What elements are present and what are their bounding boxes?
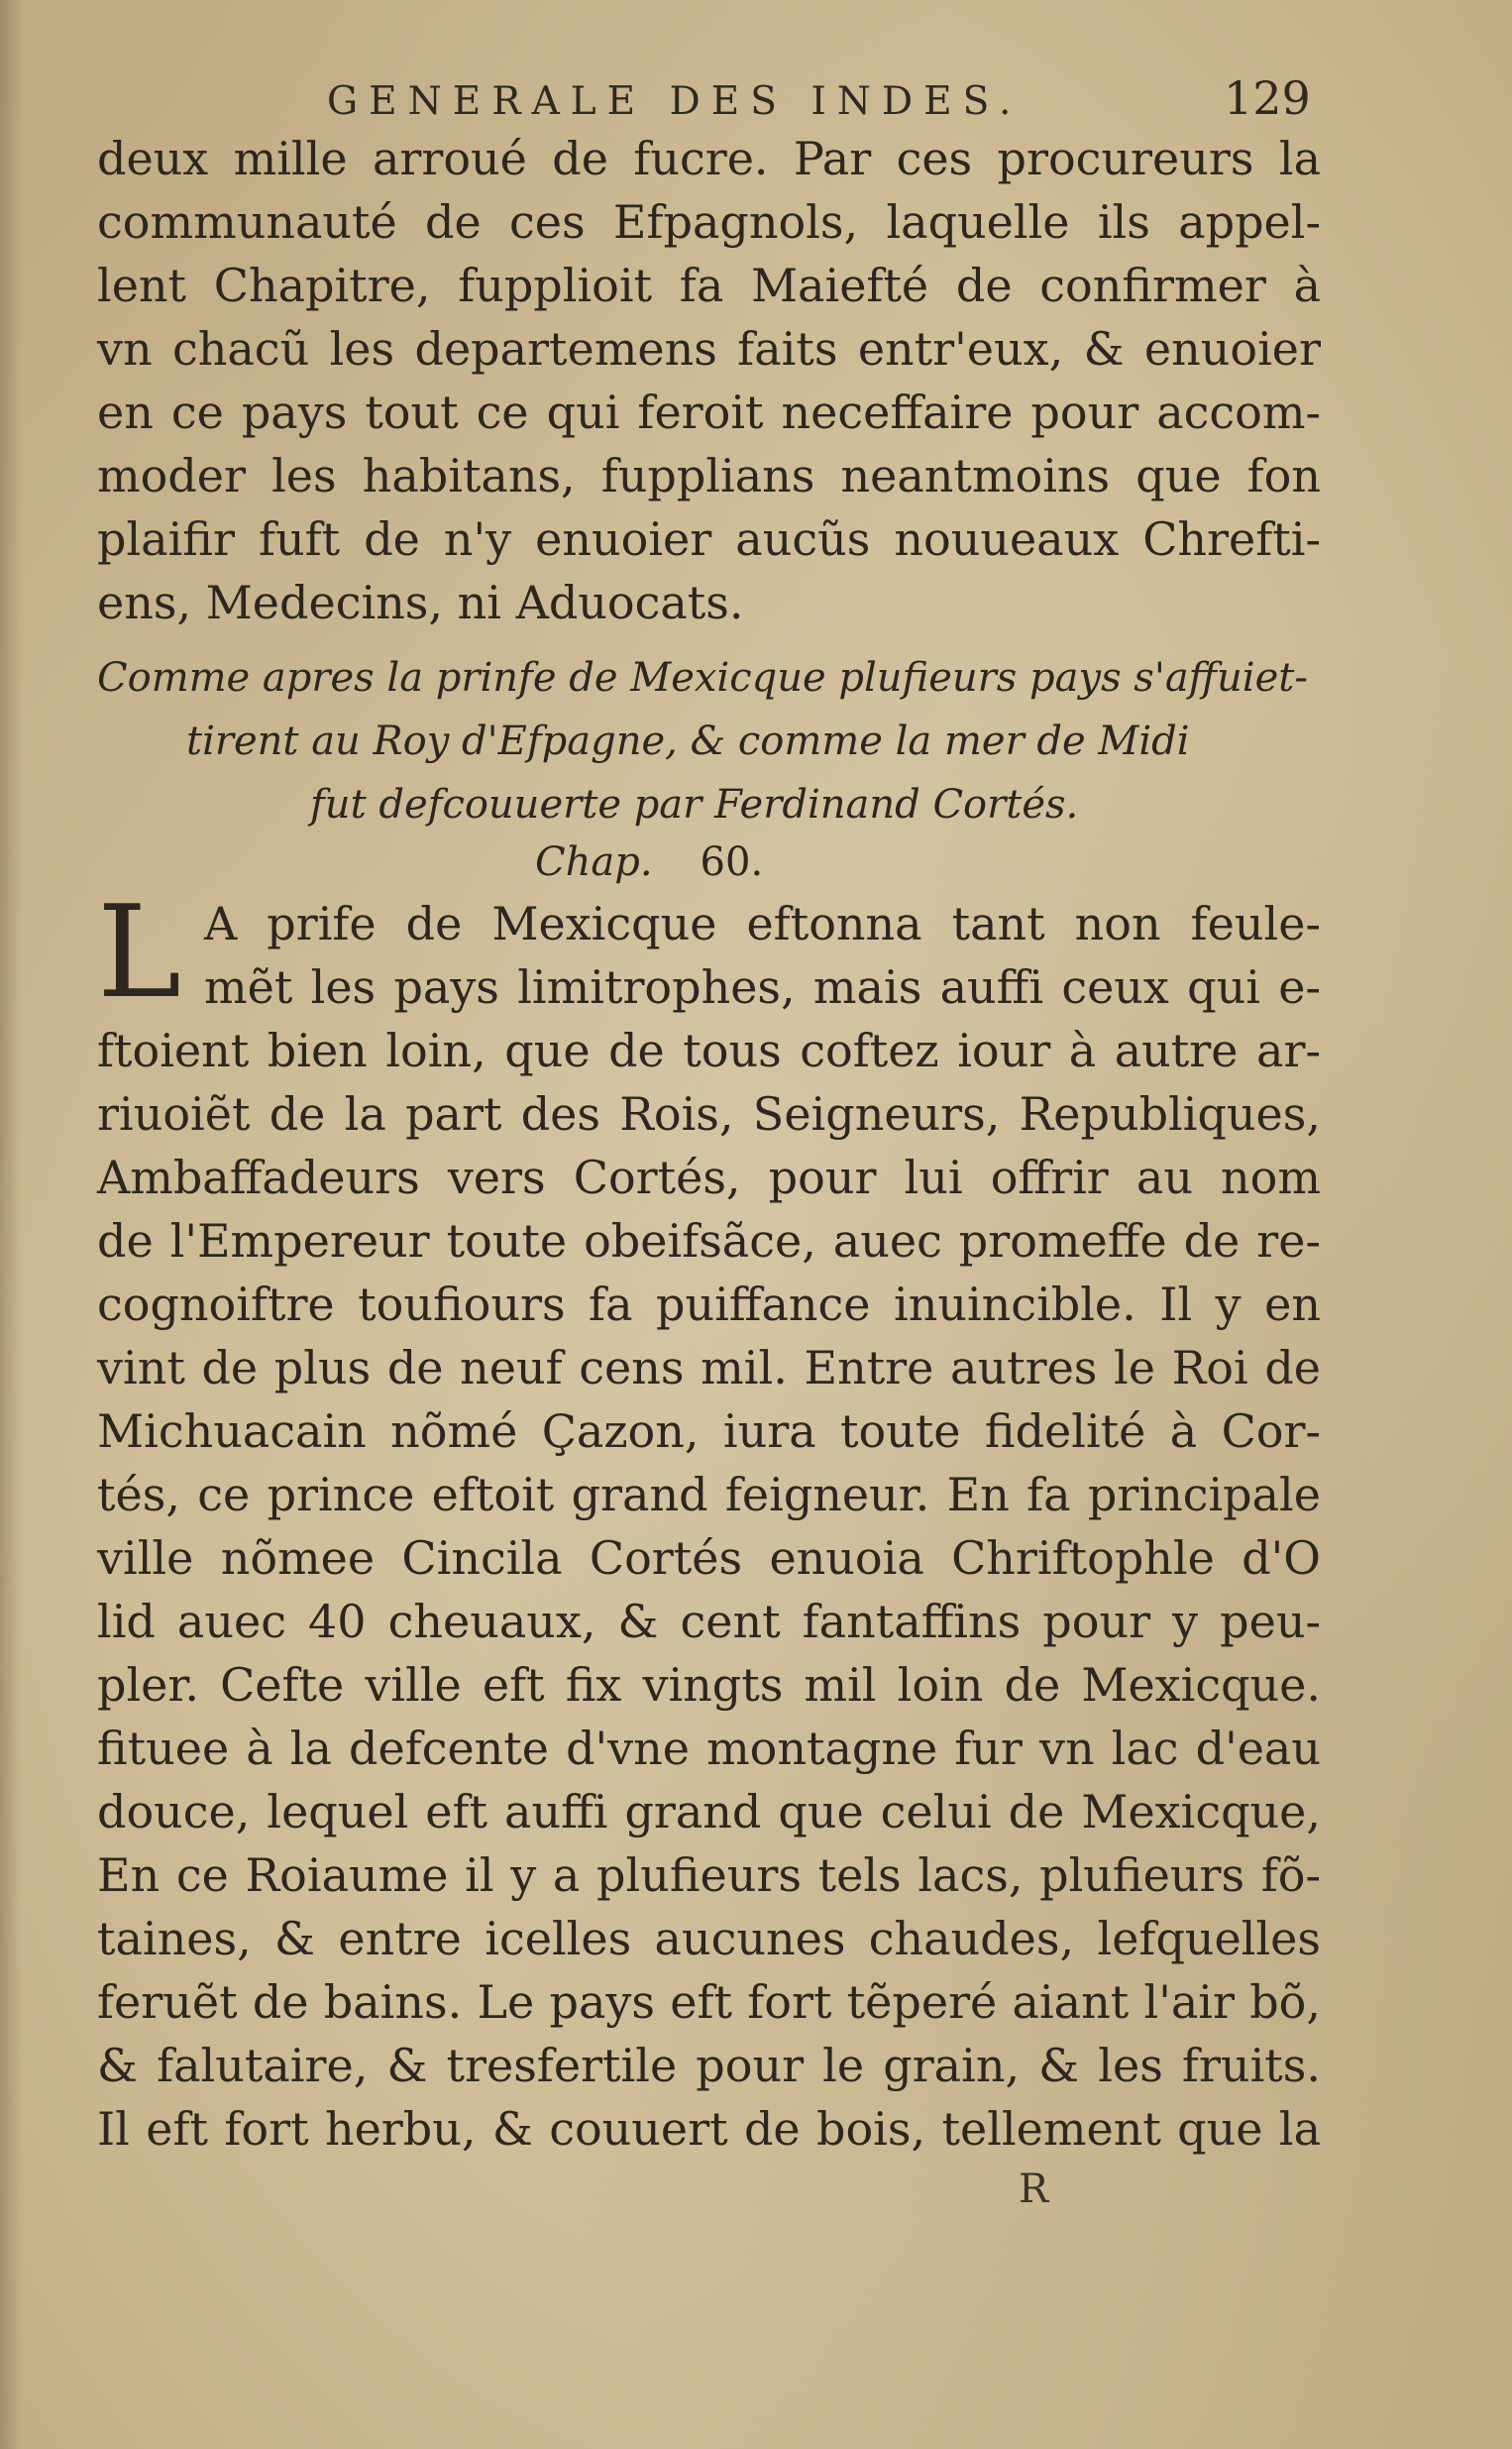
text-line: Il eft fort herbu, & couuert de bois, tellement que la [97,2102,1321,2156]
text-line: & falutaire, & tresfertile pour le grain, & les fruits. [97,2039,1321,2092]
text-line: mẽt les pays limitrophes, mais auffi ceux qui e- [204,960,1321,1014]
text-line: ens, Medecins, ni Aduocats. [97,576,744,629]
chapter-label: Chap. [535,839,653,885]
chapter-body [97,879,1321,2161]
text-line: vn chacũ les departemens faits entr'eux, & enuoier [97,322,1321,376]
text-line: riuoiẽt de la part des Rois, Seigneurs, Republiques, [97,1087,1321,1141]
text-line: moder les habitans, fupplians neantmoins que fon [97,449,1321,502]
text-line: deux mille arroué de fucre. Par ces procureurs la [97,132,1321,185]
text-line: A prife de Mexicque eftonna tant non feule- [204,897,1321,950]
running-head: GENERALE DES INDES. [327,79,1023,124]
text-line: en ce pays tout ce qui feroit neceffaire pour accom- [97,386,1321,439]
text-line: lid auec 40 cheuaux, & cent fantaffins pour y peu- [97,1595,1321,1648]
chapter-heading [97,646,1321,836]
text-line: fituee à la defcente d'vne montagne fur vn lac d'eau [97,1722,1321,1775]
text-line: communauté de ces Efpagnols, laquelle ils appel- [97,195,1321,249]
text-line: douce, lequel eft auffi grand que celui de Mexicque, [97,1785,1321,1838]
text-line: de l'Empereur toute obeifsãce, auec promeffe de re- [97,1214,1321,1268]
chapter-heading-line: fut defcouuerte par Ferdinand Cortés. [310,782,1079,828]
text-line: pler. Cefte ville eft fix vingts mil loin de Mexicque. [97,1658,1321,1712]
chapter-number [535,831,763,894]
chapter-heading-line: tirent au Roy d'Efpagne, & comme la mer de Midi [186,719,1190,764]
text-line: Michuacain nõmé Çazon, iura toute fidelité à Cor- [97,1404,1321,1458]
paragraph-continuation [97,127,1321,634]
chapter-heading-line: Comme apres la prinfe de Mexicque plufieurs pays s'affuiet- [97,655,1308,701]
page-number: 129 [1224,71,1311,125]
text-line: Ambaffadeurs vers Cortés, pour lui offrir au nom [97,1151,1321,1204]
text-line: ville nõmee Cincila Cortés enuoia Chriftophle d'O [97,1531,1321,1585]
text-line: vint de plus de neuf cens mil. Entre autres le Roi de [97,1341,1321,1394]
text-line: En ce Roiaume il y a plufieurs tels lacs, plufieurs fõ- [97,1848,1321,1902]
drop-cap: L [97,879,181,1027]
text-line: lent Chapitre, fupplioit fa Maiefté de confirmer à [97,259,1321,312]
text-line: feruẽt de bains. Le pays eft fort tẽperé aiant l'air bõ, [97,1975,1321,2029]
text-line: cognoiftre toufiours fa puiffance inuincible. Il y en [97,1278,1321,1331]
text-line: taines, & entre icelles aucunes chaudes, lefquelles [97,1912,1321,1965]
text-line: tés, ce prince eftoit grand feigneur. En fa principale [97,1468,1321,1521]
text-line: ftoient bien loin, que de tous coftez iour à autre ar- [97,1024,1321,1077]
text-line: plaifir fuft de n'y enuoier aucũs nouueaux Chrefti- [97,512,1321,566]
signature-mark: R [1019,2167,1049,2212]
chapter-num: 60. [700,839,764,885]
